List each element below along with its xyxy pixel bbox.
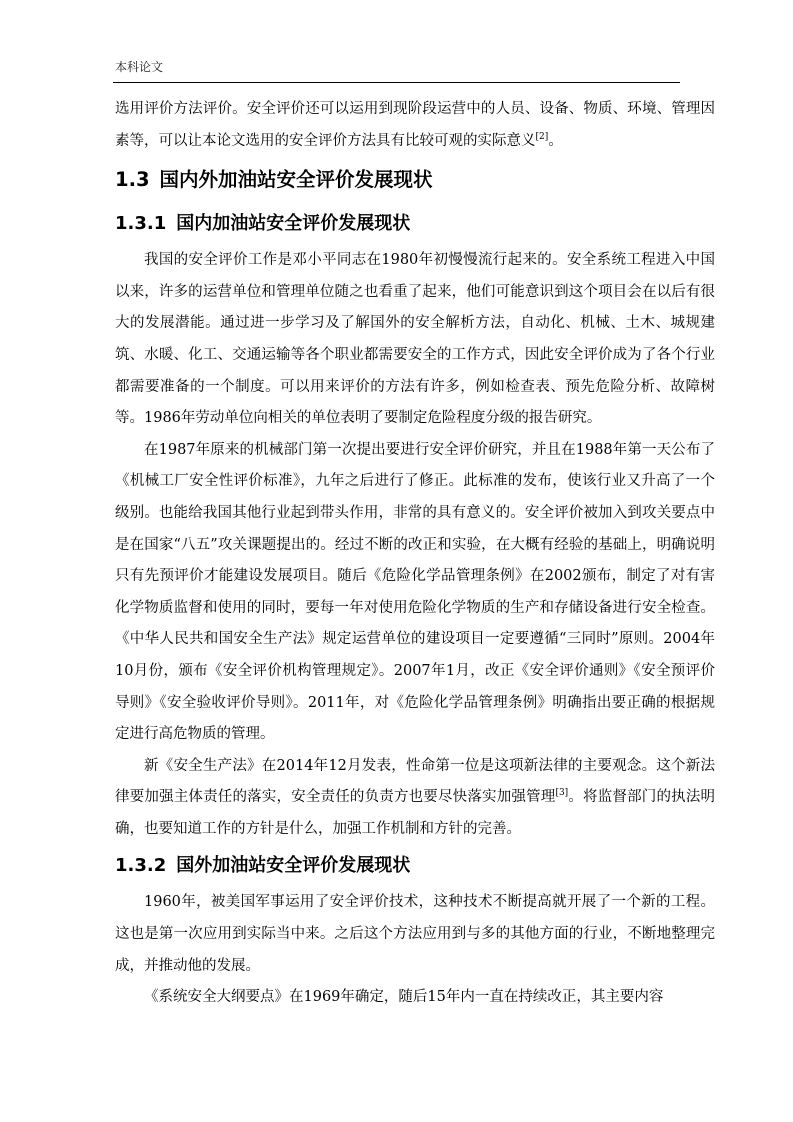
section-heading-1-3 [115, 157, 715, 203]
paragraph-text: 新《安全生产法》在2014年12月发表，性命第一位是这项新法律的主要观念。这个新法律要加强主体责任的落实，安全责任的负责方也要尽快落实加强管理 [115, 757, 715, 806]
subsection-number: 1.3.1 [115, 213, 167, 235]
citation-3: [3] [555, 788, 569, 799]
intro-paragraph [115, 94, 715, 157]
paragraph-tail: 。将监督部门的执法明确，也要知道工作的方针是什么，加强工作机制和方针的完善。 [115, 789, 715, 837]
body-paragraph: 1960年，被美国军事运用了安全评价技术，这种技术不断提高就开展了一个新的工程。这也是第一次应用到实际当中来。之后这个方法应用到与多的其他方面的行业，不断地整理完成，并推动他的发展。 [115, 894, 715, 974]
intro-tail: 。 [548, 132, 563, 149]
subsection-heading-1-3-1 [115, 203, 715, 245]
subsection-title: 国外加油站安全评价发展现状 [176, 855, 411, 877]
header-rule [113, 82, 680, 83]
body-paragraph: 《系统安全大纲要点》在1969年确定，随后15年内一直在持续改正，其主要内容 [144, 989, 664, 1006]
page-header: 本科论文 [115, 60, 164, 74]
body-paragraph: 我国的安全评价工作是邓小平同志在1980年初慢慢流行起来的。安全系统工程进入中国以来，许多的运营单位和管理单位随之也看重了起来，他们可能意识到这个项目会在以后有很大的发展潜能。通过进一步学习及了解国外的安全解析方法，自动化、机械、土木、城规建筑、水暖、化工、交通运输等各个职业都需要安全的工作方式，因此安全评价成为了各个行业都需要准备的一个制度。可以用来评价的方法有许多，例如检查表、预先危险分析、故障树等。1986年劳动单位向相关的单位表明了要制定危险程度分级的报告研究。 [115, 252, 715, 427]
subsection-number: 1.3.2 [115, 855, 167, 877]
body-paragraph: 在1987年原来的机械部门第一次提出要进行安全评价研究，并且在1988年第一天公布了《机械工厂安全性评价标准》，九年之后进行了修正。此标准的发布，使该行业又升高了一个级别。也能给我国其他行业起到带头作用，非常的具有意义的。安全评价被加入到攻关要点中是在国家“八五”攻关课题提出的。经过不断的改正和实验，在大概有经验的基础上，明确说明只有先预评价才能建设发展项目。随后《危险化学品管理条例》在2002颁布，制定了对有害化学物质监督和使用的同时，要每一年对使用危险化学物质的生产和存储设备进行安全检查。《中华人民共和国安全生产法》规定运营单位的建设项目一定要遵循“三同时”原则。2004年10月份，颁布《安全评价机构管理规定》。2007年1月，改正《安全评价通则》《安全预评价导则》《安全验收评价导则》。2011年，对《危险化学品管理条例》明确指出要正确的根据规定进行高危物质的管理。 [115, 441, 715, 743]
section-number: 1.3 [115, 168, 150, 192]
citation-2: [2] [535, 131, 549, 142]
body-paragraph [115, 751, 715, 846]
intro-text: 选用评价方法评价。安全评价还可以运用到现阶段运营中的人员、设备、物质、环境、管理因素等，可以让本论文选用的安全评价方法具有比较可观的实际意义 [115, 101, 715, 149]
subsection-heading-1-3-2 [115, 845, 715, 887]
section-title: 国内外加油站安全评价发展现状 [159, 168, 433, 192]
page-content [115, 94, 715, 1014]
subsection-title: 国内加油站安全评价发展现状 [176, 213, 411, 235]
